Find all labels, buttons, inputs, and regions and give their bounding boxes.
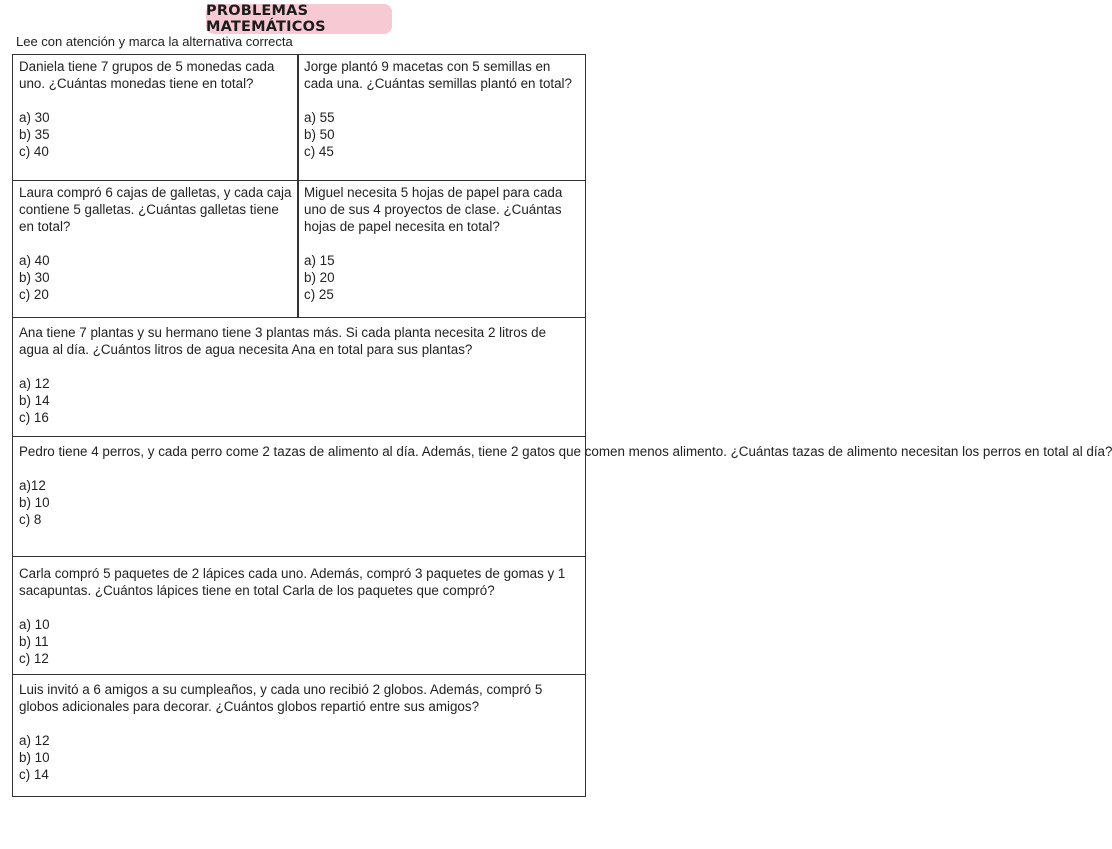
answer-option[interactable]: c) 20 bbox=[19, 287, 49, 302]
problem-question: Laura compró 6 cajas de galletas, y cada caja contiene 5 galletas. ¿Cuántas galletas tiene en total? bbox=[19, 185, 292, 234]
answer-option[interactable]: c) 16 bbox=[19, 410, 49, 425]
answer-option[interactable]: a) 10 bbox=[19, 617, 50, 632]
answer-option[interactable]: b) 35 bbox=[19, 127, 50, 142]
answer-option[interactable]: c) 25 bbox=[304, 287, 334, 302]
answer-option[interactable]: a) 40 bbox=[19, 253, 50, 268]
answer-option[interactable]: b) 30 bbox=[19, 270, 50, 285]
problem-box bbox=[12, 317, 586, 437]
problem-box bbox=[12, 556, 586, 675]
problem-question: Jorge plantó 9 macetas con 5 semillas en cada una. ¿Cuántas semillas plantó en total? bbox=[304, 59, 572, 91]
problem-box bbox=[12, 674, 586, 797]
answer-option[interactable]: b) 10 bbox=[19, 495, 50, 510]
problem-question: Daniela tiene 7 grupos de 5 monedas cada uno. ¿Cuántas monedas tiene en total? bbox=[19, 59, 275, 91]
answer-option[interactable]: c) 14 bbox=[19, 767, 49, 782]
problem-box bbox=[297, 180, 586, 318]
problem-question: Pedro tiene 4 perros, y cada perro come 2 tazas de alimento al día. Además, tiene 2 gatos que comen menos alimento. ¿Cuántas tazas de alimento necesitan los perros en total al día? bbox=[19, 444, 1112, 459]
page-title: PROBLEMAS MATEMÁTICOS bbox=[206, 4, 392, 34]
answer-option[interactable]: a) 12 bbox=[19, 376, 50, 391]
answer-option[interactable]: a) 12 bbox=[19, 733, 50, 748]
problem-question: Ana tiene 7 plantas y su hermano tiene 3 plantas más. Si cada planta necesita 2 litros de agua al día. ¿Cuántos litros de agua necesita Ana en total para sus plantas? bbox=[19, 325, 547, 357]
answer-option[interactable]: b) 10 bbox=[19, 750, 50, 765]
answer-option[interactable]: b) 14 bbox=[19, 393, 50, 408]
problem-box bbox=[12, 436, 1112, 557]
answer-option[interactable]: c) 45 bbox=[304, 144, 334, 159]
answer-option[interactable]: c) 8 bbox=[19, 512, 42, 527]
answer-option[interactable]: b) 50 bbox=[304, 127, 335, 142]
answer-option[interactable]: c) 40 bbox=[19, 144, 49, 159]
problem-box bbox=[297, 54, 586, 181]
answer-option[interactable]: c) 12 bbox=[19, 651, 49, 666]
answer-option[interactable]: b) 20 bbox=[304, 270, 335, 285]
instructions-text: Lee con atención y marca la alternativa correcta bbox=[16, 34, 293, 49]
answer-option[interactable]: b) 11 bbox=[19, 634, 49, 649]
problem-box bbox=[12, 54, 299, 181]
problem-box bbox=[12, 180, 299, 318]
problem-question: Luis invitó a 6 amigos a su cumpleaños, y cada uno recibió 2 globos. Además, compró 5 globos adicionales para decorar. ¿Cuántos globos repartió entre sus amigos? bbox=[19, 682, 543, 714]
answer-option[interactable]: a) 55 bbox=[304, 110, 335, 125]
answer-option[interactable]: a) 30 bbox=[19, 110, 50, 125]
problem-question: Carla compró 5 paquetes de 2 lápices cada uno. Además, compró 3 paquetes de gomas y 1 sacapuntas. ¿Cuántos lápices tiene en total Carla de los paquetes que compró? bbox=[19, 566, 566, 598]
problem-question: Miguel necesita 5 hojas de papel para cada uno de sus 4 proyectos de clase. ¿Cuántas hojas de papel necesita en total? bbox=[304, 185, 563, 234]
answer-option[interactable]: a) 15 bbox=[304, 253, 335, 268]
answer-option[interactable]: a)12 bbox=[19, 478, 46, 493]
